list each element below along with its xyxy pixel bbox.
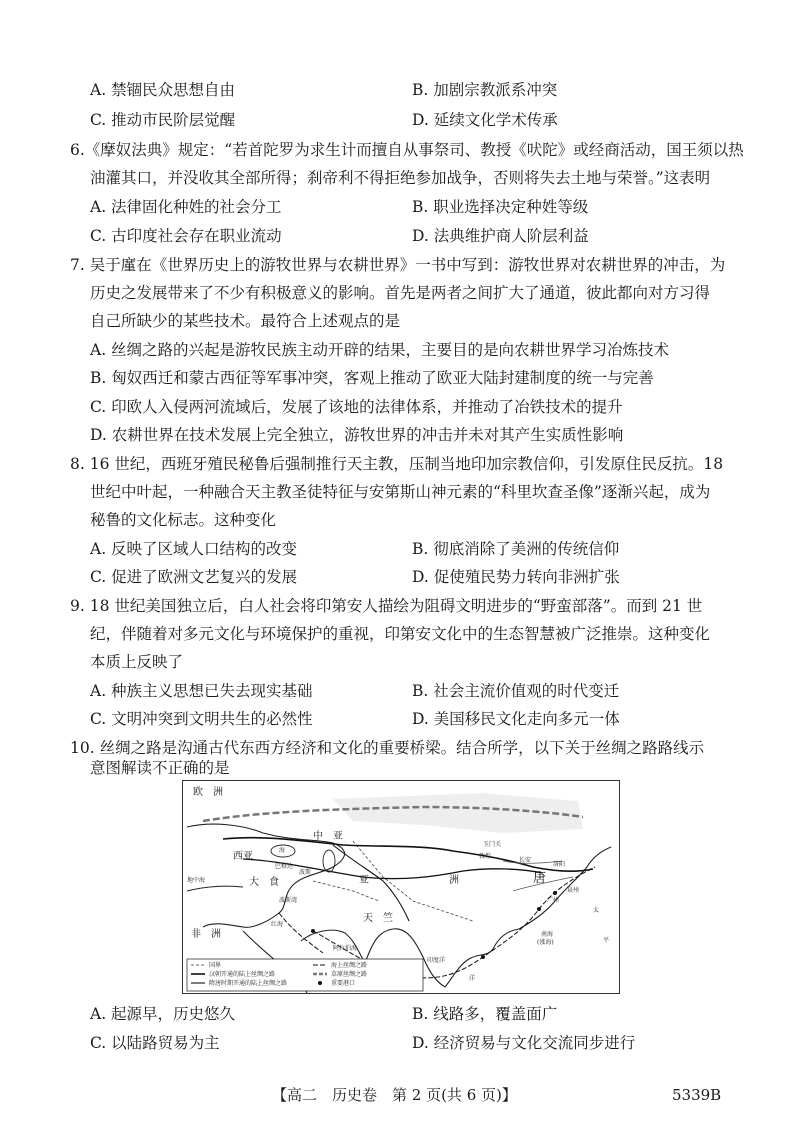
map-label-changan: 长安 (519, 857, 532, 864)
map-label-dunhuang: 敦煌 (479, 853, 492, 860)
q7-stem-line-2: 历史之发展带来了不少有积极意义的影响。首先是两者之间扩大了通道，彼此都向对方习得 (90, 284, 711, 302)
map-label-west-asia: 西亚 (233, 851, 253, 862)
q7-option-b: B. 匈奴西迁和蒙古西征等军事冲突，客观上推动了欧亚大陆封建制度的统一与完善 (90, 369, 654, 387)
map-label-persian-gulf: 波斯湾 (279, 897, 298, 904)
map-label-red-sea: 红海 (271, 921, 284, 928)
q10-option-c: C. 以陆路贸易为主 (90, 1034, 220, 1052)
q8-stem-line-3: 秘鲁的文化标志。这种变化 (90, 511, 277, 529)
q8-stem-line-2: 世纪中叶起，一种融合天主教圣徒特征与安第斯山神元素的“科里坎查圣像”逐渐兴起，成为 (90, 483, 711, 501)
q6-stem-line-1: 6.《摩奴法典》规定：“若首陀罗为求生计而擅自从事祭司、教授《吠陀》或经商活动，国王须以热 (70, 141, 744, 159)
q5-option-b: B. 加剧宗教派系冲突 (412, 81, 558, 99)
q10-option-a: A. 起源早，历史悠久 (90, 1005, 236, 1023)
legend-han-road: 汉朝开通的陆上丝绸之路 (209, 971, 276, 978)
map-label-baghdad: 巴格达 (275, 863, 294, 870)
q8-option-a: A. 反映了区域人口结构的改变 (90, 540, 298, 558)
map-label-indian-ocean: 印度洋 (427, 957, 446, 964)
map-label-persia: 波斯 (299, 869, 312, 876)
q9-option-b: B. 社会主流价值观的时代变迁 (412, 682, 620, 700)
map-label-asia: 亚 (359, 875, 369, 886)
q10-stem-line-2: 意图解读不正确的是 (90, 759, 230, 777)
map-label-south-sea-sub: (涨海) (537, 939, 554, 946)
q6-option-c: C. 古印度社会存在职业流动 (90, 227, 282, 245)
silk-road-map (182, 780, 620, 994)
map-label-continent: 洲 (449, 875, 459, 886)
q8-stem-line-1: 8. 16 世纪，西班牙殖民秘鲁后强制推行天主教，压制当地印加宗教信仰，引发原住民反抗。18 (70, 455, 724, 473)
q8-option-d: D. 促使殖民势力转向非洲扩张 (412, 568, 620, 586)
q9-stem-line-2: 纪，伴随着对多元文化与环境保护的重视，印第安文化中的生态智慧被广泛推崇。这种变化 (90, 625, 711, 643)
legend-grassland-road: 草原丝绸之路 (331, 971, 368, 978)
q6-stem-line-2: 油灌其口，并没收其全部所得；刹帝利不得拒绝参加战争，否则将失去土地与荣誉。”这表明 (90, 169, 711, 187)
legend-port: 重要港口 (331, 980, 356, 987)
q7-option-d: D. 农耕世界在技术发展上完全独立，游牧世界的冲击并未对其产生实质性影响 (90, 426, 624, 444)
q5-option-a: A. 禁锢民众思想自由 (90, 81, 236, 99)
q8-option-c: C. 促进了欧洲文艺复兴的发展 (90, 568, 298, 586)
map-label-yumenguan: 玉门关 (483, 841, 502, 848)
q6-option-d: D. 法典维护商人阶层利益 (412, 227, 589, 245)
q9-option-a: A. 种族主义思想已失去现实基础 (90, 682, 313, 700)
q9-stem-line-1: 9. 18 世纪美国独立后，白人社会将印第安人描绘为阻碍文明进步的“野蛮部落”。而到 21 世 (70, 597, 703, 615)
map-label-europe: 欧 洲 (193, 787, 223, 798)
q9-stem-line-3: 本质上反映了 (90, 653, 184, 671)
map-label-south-sea: 南海 (541, 931, 554, 938)
map-label-luoyang: 洛阳 (553, 861, 566, 868)
q8-option-b: B. 彻底消除了美洲的传统信仰 (412, 540, 620, 558)
q10-option-b: B. 线路多，覆盖面广 (412, 1005, 558, 1023)
map-label-guangzhou: 广州 (547, 897, 560, 904)
legend-sea-road: 海上丝绸之路 (331, 962, 368, 969)
legend-border: 国界 (209, 962, 222, 969)
q6-option-b: B. 职业选择决定种姓等级 (412, 198, 589, 216)
q9-option-c: C. 文明冲突到文明共生的必然性 (90, 710, 313, 728)
map-label-dashi: 大 食 (249, 877, 279, 888)
q6-option-a: A. 法律固化种姓的社会分工 (90, 198, 282, 216)
map-label-tianzhu: 天 竺 (363, 913, 393, 924)
q7-stem-line-1: 7. 吴于廑在《世界历史上的游牧世界与农耕世界》一书中写到：游牧世界对农耕世界的冲击，为 (70, 256, 726, 274)
map-label-pacific-tai: 太 (593, 907, 600, 914)
map-label-sea: 海 (279, 847, 286, 854)
q9-option-d: D. 美国移民文化走向多元一体 (412, 710, 620, 728)
exam-code: 5339B (672, 1086, 722, 1104)
q7-stem-line-3: 自己所缺少的某些技术。最符合上述观点的是 (90, 312, 401, 330)
page-footer: 【高二 历史卷 第 2 页(共 6 页)】 (272, 1086, 517, 1104)
q10-stem-line-1: 10. 丝绸之路是沟通古代东西方经济和文化的重要桥梁。结合所学，以下关于丝绸之路路线示 (70, 739, 705, 757)
q5-option-d: D. 延续文化学术传承 (412, 111, 558, 129)
q10-option-d: D. 经济贸易与文化交流同步进行 (412, 1034, 636, 1052)
legend-sui-tang-road: 隋唐时期开通的陆上丝绸之路 (209, 980, 288, 987)
map-label-mediterranean: 地中海 (187, 877, 206, 884)
q7-option-a: A. 丝绸之路的兴起是游牧民族主动开辟的结果，主要目的是向农耕世界学习冶炼技术 (90, 341, 670, 359)
map-label-africa: 非 洲 (191, 929, 221, 940)
q5-option-c: C. 推动市民阶层觉醒 (90, 111, 236, 129)
map-label-pacific-ping: 平 (603, 937, 610, 944)
map-label-tang: 唐 (533, 871, 547, 886)
map-label-central-asia: 中 亚 (313, 831, 343, 842)
map-label-arabian-sea: 阿拉伯海 (333, 945, 358, 952)
map-label-ocean-yang: 洋 (469, 975, 476, 982)
q7-option-c: C. 印欧人入侵两河流域后，发展了该地的法律体系，并推动了冶铁技术的提升 (90, 398, 623, 416)
map-label-quanzhou: 泉州 (567, 887, 580, 894)
